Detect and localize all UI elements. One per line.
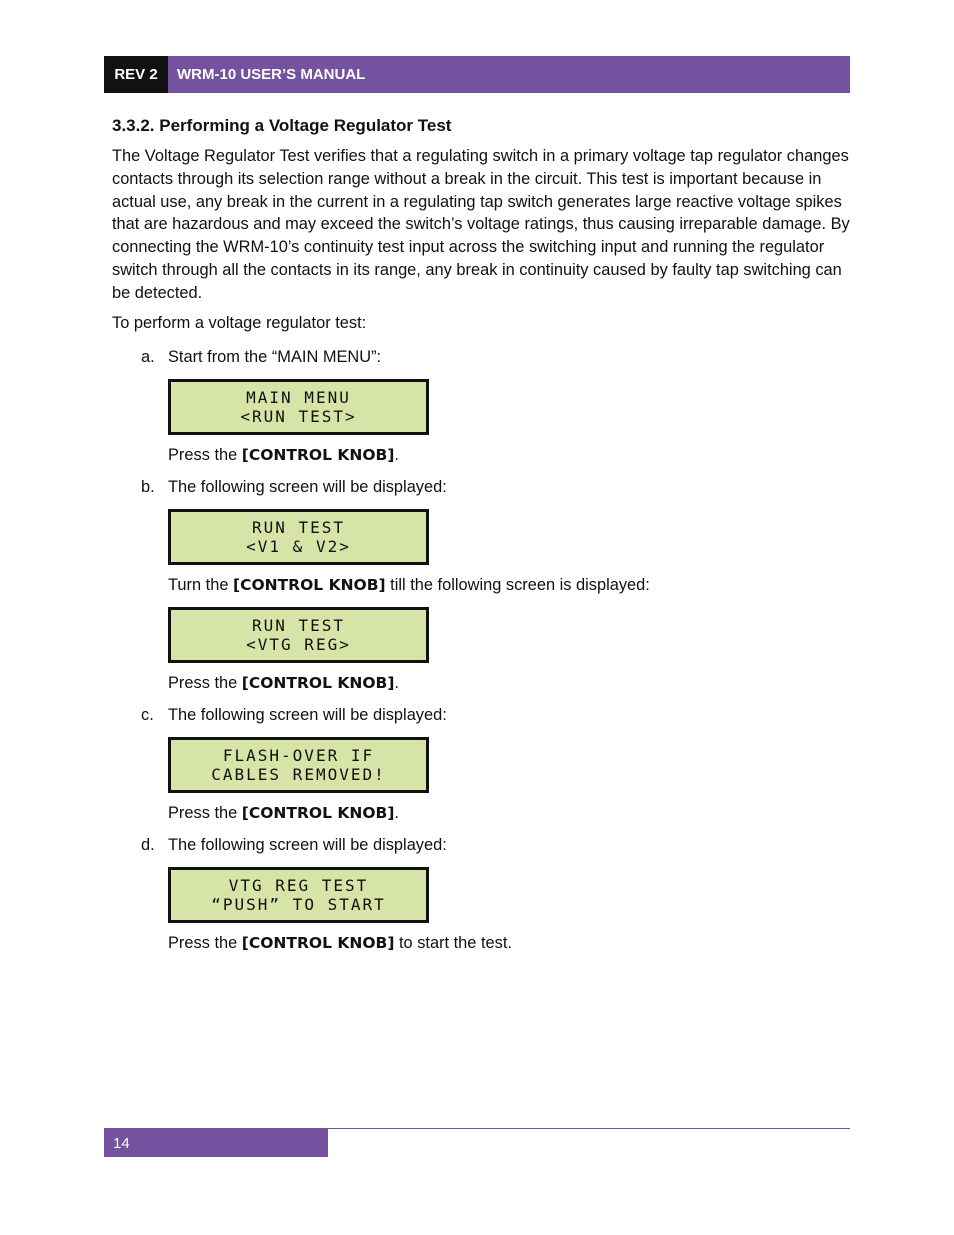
lcd-line-2: CABLES REMOVED!: [211, 765, 386, 784]
lcd-line-2: “PUSH” TO START: [211, 895, 386, 914]
instruction-text: Turn the: [168, 576, 233, 594]
instruction-tail: till the following screen is displayed:: [385, 576, 650, 594]
instruction-press-1: [168, 444, 399, 466]
step-b-marker: b.: [141, 478, 155, 496]
instruction-press-2: [168, 672, 399, 694]
step-d-text: The following screen will be displayed:: [168, 836, 447, 854]
control-knob-label: [CONTROL KNOB]: [241, 446, 395, 464]
lcd-line-2: <V1 & V2>: [246, 537, 351, 556]
instruction-period: .: [394, 804, 399, 822]
section-title: 3.3.2. Performing a Voltage Regulator Test: [112, 116, 452, 135]
intro-paragraph: The Voltage Regulator Test verifies that a regulating switch in a primary voltage tap regulator changes contacts through its selection range without a break in the circuit. This test is important because in actual use, any break in the current in a regulating tap switch generates large reactive voltage spikes that are hazardous and may exceed the switch’s voltage ratings, thus causing irreparable damage. By connecting the WRM-10’s continuity test input across the switching input and running the regulator switch through all the contacts in its range, any break in continuity caused by faulty tap switching can be detected.: [112, 147, 850, 302]
lcd-line-1: RUN TEST: [251, 517, 346, 537]
step-d-marker: d.: [141, 836, 155, 854]
instruction-tail: to start the test.: [394, 934, 512, 952]
step-a-text: Start from the “MAIN MENU”:: [168, 348, 382, 366]
control-knob-label: [CONTROL KNOB]: [241, 934, 395, 952]
instruction-text: Press the: [168, 804, 242, 822]
lcd-screen-run-test-v1-v2: [168, 509, 429, 565]
lcd-line-1: VTG REG TEST: [228, 875, 369, 895]
lcd-screen-run-test-vtg-reg: [168, 607, 429, 663]
manual-title: WRM-10 USER’S MANUAL: [168, 56, 850, 93]
lcd-screen-vtg-reg-test: [168, 867, 429, 923]
instruction-text: Press the: [168, 934, 242, 952]
lcd-screen-main-menu: [168, 379, 429, 435]
lcd-screen-flash-over-warning: [168, 737, 429, 793]
step-c-text: The following screen will be displayed:: [168, 706, 447, 724]
procedure-intro: To perform a voltage regulator test:: [112, 314, 367, 332]
instruction-turn: [168, 574, 650, 596]
instruction-text: Press the: [168, 446, 242, 464]
instruction-period: .: [394, 446, 399, 464]
control-knob-label: [CONTROL KNOB]: [233, 576, 386, 594]
control-knob-label: [CONTROL KNOB]: [241, 804, 395, 822]
lcd-line-1: FLASH-OVER IF: [222, 745, 375, 765]
instruction-text: Press the: [168, 674, 242, 692]
step-a-marker: a.: [141, 348, 155, 366]
lcd-line-1: MAIN MENU: [246, 387, 351, 407]
lcd-line-1: RUN TEST: [251, 615, 346, 635]
page-number: 14: [104, 1129, 328, 1157]
instruction-period: .: [394, 674, 399, 692]
step-b-text: The following screen will be displayed:: [168, 478, 447, 496]
control-knob-label: [CONTROL KNOB]: [241, 674, 395, 692]
lcd-line-2: <RUN TEST>: [240, 407, 357, 426]
page-header: [104, 56, 850, 93]
lcd-line-2: <VTG REG>: [246, 635, 351, 654]
instruction-press-3: [168, 802, 399, 824]
step-c-marker: c.: [141, 706, 154, 724]
instruction-press-start: [168, 932, 512, 954]
revision-label: REV 2: [104, 56, 168, 93]
